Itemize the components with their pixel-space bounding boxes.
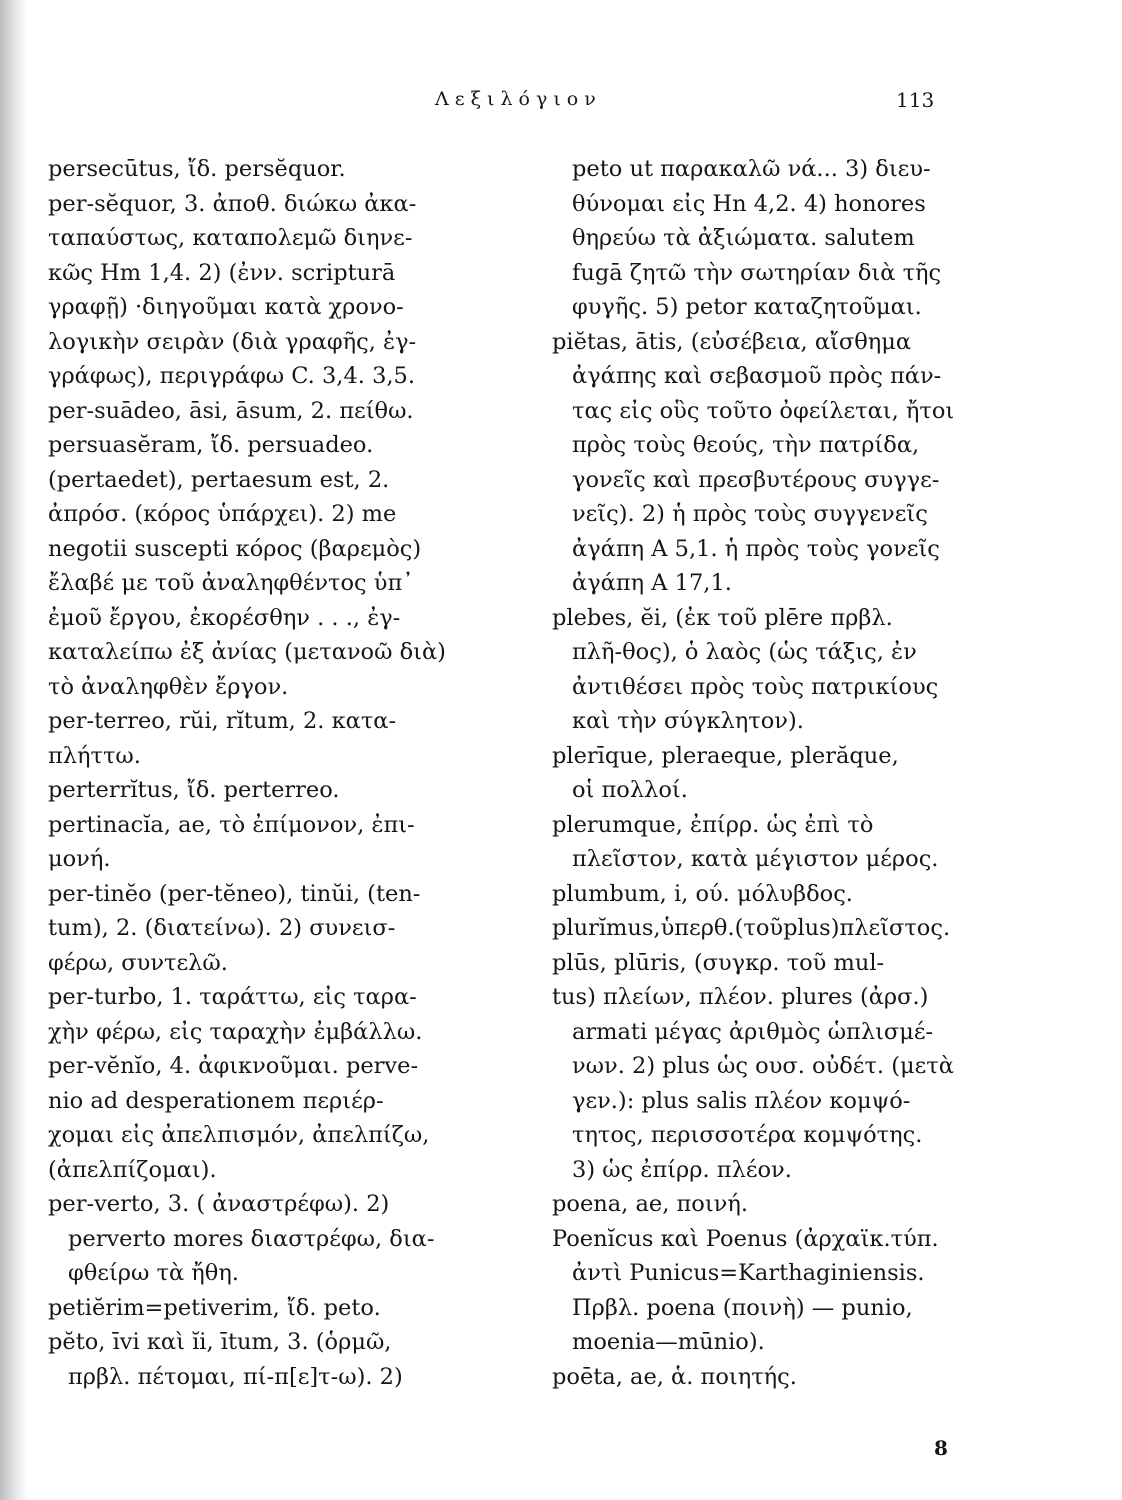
entry-line: φυγῆς. 5) petor καταζητοῦμαι. (572, 294, 922, 320)
entry-line: Poenĭcus καὶ Poenus (ἀρχαϊκ.τύπ. (552, 1225, 939, 1252)
entry-line: νεῖς). 2) ἡ πρὸς τοὺς συγγενεῖς (572, 501, 928, 527)
entry-line: poena, ae, ποινή. (552, 1191, 748, 1217)
entry-line: (ἀπελπίζομαι). (48, 1156, 217, 1183)
entry-line: tum), 2. (διατείνω). 2) συνεισ- (48, 915, 396, 941)
entry-line: φέρω, συντελῶ. (48, 949, 228, 976)
page-number: 113 (896, 88, 935, 112)
entry-line: ἀγάπη A 17,1. (572, 570, 732, 596)
entry-line: nio ad desperationem περιέρ- (48, 1087, 384, 1114)
right-column (552, 152, 992, 1394)
entry-line: per-tinĕo (per-tĕneo), tinŭi, (ten- (48, 880, 421, 907)
entry-line: ἔλαβέ με τοῦ ἀναληφθέντος ὑπ᾽ (48, 570, 414, 596)
entry-line: plerīque, pleraeque, plerăque, (552, 742, 899, 769)
entry-line: πλεῖστον, κατὰ μέγιστον μέρος. (572, 846, 939, 872)
entry-line: plurĭmus,ὑπερθ.(τοῦplus)πλεῖστος. (552, 915, 951, 941)
book-spine-shadow (0, 0, 28, 1500)
entry-line: persuasĕram, ἴδ. persuadeo. (48, 432, 374, 458)
entry-line: θηρεύω τὰ ἀξιώματα. salutem (572, 225, 915, 251)
entry-line: πλῆ-θος), ὁ λαὸς (ὡς τάξις, ἐν (572, 639, 917, 665)
entry-line: per-sĕquor, 3. ἀποθ. διώκω ἀκα- (48, 190, 417, 217)
entry-line: ἀγάπη A 5,1. ἡ πρὸς τοὺς γονεῖς (572, 535, 940, 562)
entry-line: Πρβλ. poena (ποινὴ) — punio, (572, 1294, 913, 1321)
entry-line: piĕtas, ātis, (εὐσέβεια, αἴσθημα (552, 328, 912, 355)
entry-line: κῶς Hm 1,4. 2) (ἐνν. scripturā (48, 259, 396, 286)
entry-line: ἀγάπης καὶ σεβασμοῦ πρὸς πάν- (572, 363, 942, 389)
entry-line: pertinacĭa, ae, τὸ ἐπίμονον, ἐπι- (48, 811, 415, 838)
entry-line: peto ut παρακαλῶ νά... 3) διευ- (572, 156, 931, 182)
entry-line: γραφῇ) ·διηγοῦμαι κατὰ χρονο- (48, 294, 404, 320)
entry-line: plumbum, i, ού. μόλυβδος. (552, 880, 853, 907)
entry-line: plūs, plūris, (συγκρ. τοῦ mul- (552, 949, 885, 976)
entry-line: ἀντὶ Punicus=Karthaginiensis. (572, 1260, 925, 1286)
entry-line: ἐμοῦ ἔργου, ἐκορέσθην . . ., ἐγ- (48, 604, 401, 631)
entry-line: persecūtus, ἴδ. persĕquor. (48, 156, 346, 182)
entry-line: πρβλ. πέτομαι, πί-π[ε]τ-ω). 2) (68, 1363, 403, 1390)
entry-line: πλήττω. (48, 742, 141, 769)
left-column (48, 152, 518, 1394)
entry-line: plerumque, ἐπίρρ. ὡς ἐπὶ τὸ (552, 811, 874, 838)
entry-line: per-verto, 3. ( ἀναστρέφω). 2) (48, 1191, 390, 1217)
entry-line: πρὸς τοὺς θεούς, τὴν πατρίδα, (572, 432, 920, 458)
entry-line: χομαι εἰς ἀπελπισμόν, ἀπελπίζω, (48, 1122, 430, 1148)
entry-line: moenia—mūnio). (572, 1329, 765, 1355)
entry-line: λογικὴν σειρὰν (διὰ γραφῆς, ἐγ- (48, 328, 417, 355)
entry-line: τητος, περισσοτέρα κομψότης. (572, 1122, 923, 1148)
entry-line: per-suādeo, āsi, āsum, 2. πείθω. (48, 397, 414, 424)
running-title: Λεξιλόγιον (435, 88, 602, 110)
entry-line: ταπαύστως, καταπολεμῶ διηνε- (48, 225, 413, 251)
entry-line: τὸ ἀναληφθὲν ἔργον. (48, 673, 289, 700)
entry-line: καταλείπω ἐξ ἀνίας (μετανοῶ διὰ) (48, 639, 446, 665)
entry-line: tus) πλείων, πλέον. plures (ἀρσ.) (552, 984, 929, 1010)
entry-line: petiĕrim=petiverim, ἴδ. peto. (48, 1294, 381, 1321)
entry-line: μονή. (48, 846, 111, 872)
entry-line: per-terreo, rŭi, rĭtum, 2. κατα- (48, 708, 397, 734)
entry-line: καὶ τὴν σύγκλητον). (572, 708, 804, 734)
entry-line: ἀπρόσ. (κόρος ὑπάρχει). 2) me (48, 501, 397, 527)
entry-line: per-turbo, 1. ταράττω, εἰς ταρα- (48, 984, 417, 1010)
entry-line: θύνομαι εἰς Hn 4,2. 4) honores (572, 190, 926, 217)
entry-line: γράφως), περιγράφω C. 3,4. 3,5. (48, 363, 416, 389)
entry-line: negotii suscepti κόρος (βαρεμὸς) (48, 535, 422, 562)
entry-line: νων. 2) plus ὡς ουσ. οὐδέτ. (μετὰ (572, 1053, 954, 1079)
entry-line: χὴν φέρω, εἰς ταραχὴν ἐμβάλλω. (48, 1018, 423, 1045)
signature-mark: 8 (934, 1436, 948, 1460)
entry-line: per-vĕnĭo, 4. ἀφικνοῦμαι. perve- (48, 1053, 419, 1079)
entry-line: τας εἰς οὓς τοῦτο ὀφείλεται, ἤτοι (572, 397, 955, 424)
entry-line: perverto mores διαστρέφω, δια- (68, 1225, 435, 1252)
entry-line: plebes, ĕi, (ἐκ τοῦ plēre πρβλ. (552, 604, 893, 631)
entry-line: 3) ὡς ἐπίρρ. πλέον. (572, 1156, 792, 1183)
entry-line: (pertaedet), pertaesum est, 2. (48, 466, 390, 493)
entry-line: γεν.): plus salis πλέον κομψό- (572, 1087, 911, 1114)
entry-line: pĕto, īvi καὶ ĭi, ītum, 3. (ὁρμῶ, (48, 1329, 392, 1355)
entry-line: fugā ζητῶ τὴν σωτηρίαν διὰ τῆς (572, 259, 942, 286)
page-header (0, 88, 1122, 118)
entry-line: ἀντιθέσει πρὸς τοὺς πατρικίους (572, 673, 939, 700)
entry-line: poēta, ae, ἁ. ποιητής. (552, 1363, 797, 1390)
entry-line: perterrĭtus, ἴδ. perterreo. (48, 777, 340, 803)
entry-line: γονεῖς καὶ πρεσβυτέρους συγγε- (572, 466, 940, 493)
entry-line: armati μέγας ἀριθμὸς ὡπλισμέ- (572, 1018, 934, 1045)
entry-line: οἱ πολλοί. (572, 777, 688, 803)
entry-line: φθείρω τὰ ἤθη. (68, 1260, 239, 1286)
